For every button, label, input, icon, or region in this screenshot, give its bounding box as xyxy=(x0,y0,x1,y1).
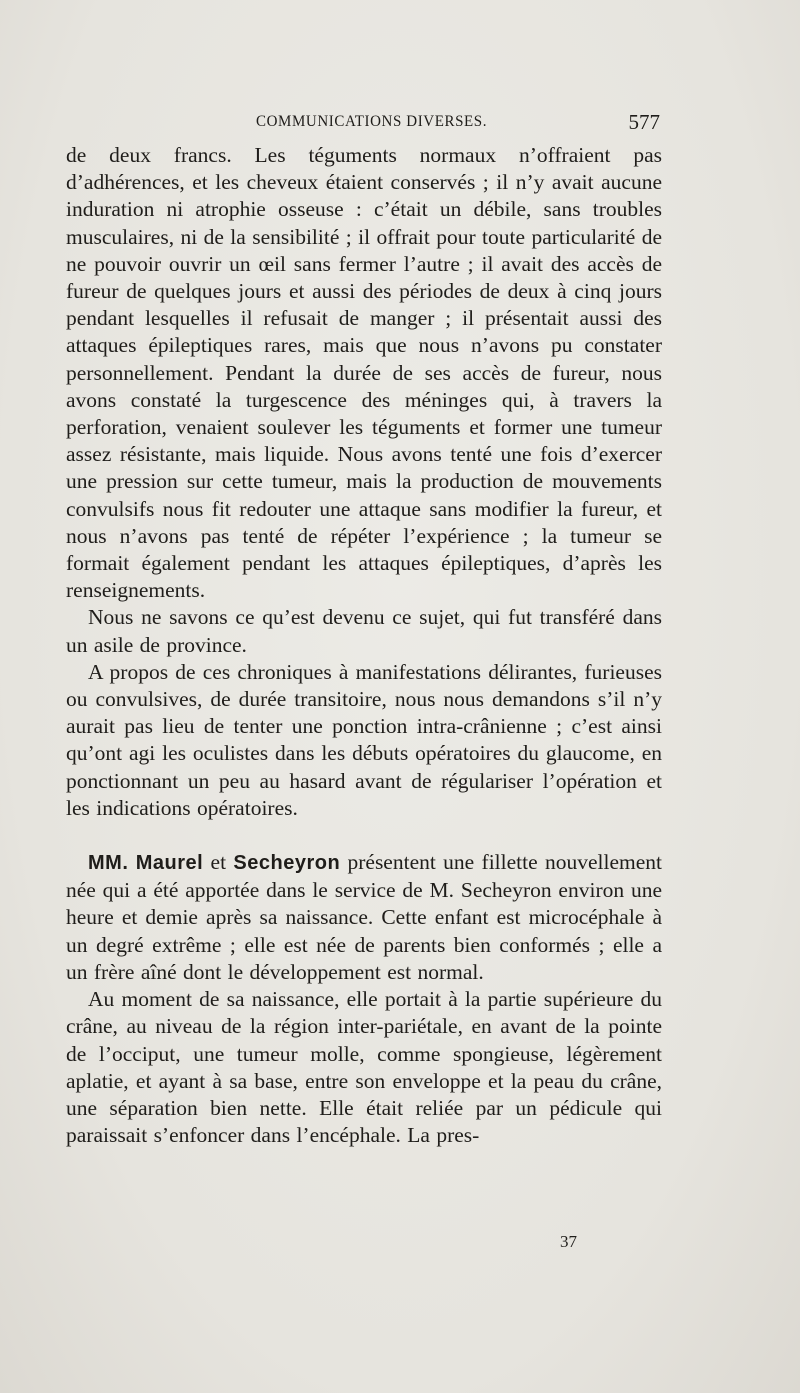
body-text xyxy=(66,142,662,1149)
paragraph-continuation: de deux francs. Les téguments normaux n’offraient pas d’adhérences, et les cheveux étaient conservés ; il n’y avait aucune induration ni atrophie osseuse : c’était un débile, sans troubles musculaires, ni de la sensibilité ; il offrait pour toute particularité de ne pouvoir ouvrir un œil sans fermer l’autre ; il avait des accès de fureur de quelques jours et aussi des périodes de deux à cinq jours pendant lesquelles il refusait de manger ; il présentait aussi des attaques épileptiques rares, mais que nous n’avons pu constater personnellement. Pendant la durée de ses accès de fureur, nous avons constaté la turgescence des méninges qui, à travers la perforation, venaient soulever les téguments et former une tumeur assez résistante, mais liquide. Nous avons tenté une fois d’exercer une pression sur cette tumeur, mais la production de mouvements convulsifs nous fit redouter une attaque sans modifier la fureur, et nous n’avons pas tenté de répéter l’expérience ; la tumeur se formait également pendant les attaques épileptiques, d’après les renseignements. xyxy=(66,143,662,603)
page-number: 577 xyxy=(628,110,660,134)
paragraph-naissance: Au moment de sa naissance, elle portait à la partie supérieure du crâne, au niveau de la région inter-pariétale, en avant de la pointe de l’occiput, une tumeur molle, comme spongieuse, légèrement aplatie, et ayant à sa base, entre son enveloppe et la peau du crâne, une séparation bien nette. Elle était reliée par un pédicule qui paraissait s’enfoncer dans l’encéphale. La pres- xyxy=(66,987,662,1148)
running-head: COMMUNICATIONS DIVERSES. xyxy=(256,113,488,131)
author-maurel: Maurel xyxy=(135,852,204,875)
presentation-text: présentent une fillette nouvellement née qui a été apportée dans le service de M. Secheyron environ une heure et demie après sa naissance. Cette enfant est microcéphale à un degré extrême ; elle est née de parents bien conformés ; elle a un frère aîné dont le développement est normal. xyxy=(66,850,663,984)
paragraph-transfer: Nous ne savons ce qu’est devenu ce sujet, qui fut transféré dans un asile de province. xyxy=(66,605,662,657)
paragraph-ponction: A propos de ces chroniques à manifestations délirantes, furieuses ou convulsives, de durée transitoire, nous nous demandons s’il n’y aurait pas lieu de tenter une ponction intra-crânienne ; c’est ainsi qu’ont agi les oculistes dans les débuts opératoires du glaucome, en ponctionnant un peu au hasard avant de régulariser l’opération et les indications opératoires. xyxy=(66,659,662,820)
authors-prefix: MM. xyxy=(88,852,129,875)
signature-mark: 37 xyxy=(560,1232,577,1251)
page-header xyxy=(66,110,660,138)
author-secheyron: Secheyron xyxy=(233,852,341,875)
authors-conjunction: et xyxy=(203,850,234,875)
paragraph-presentation xyxy=(66,849,662,986)
